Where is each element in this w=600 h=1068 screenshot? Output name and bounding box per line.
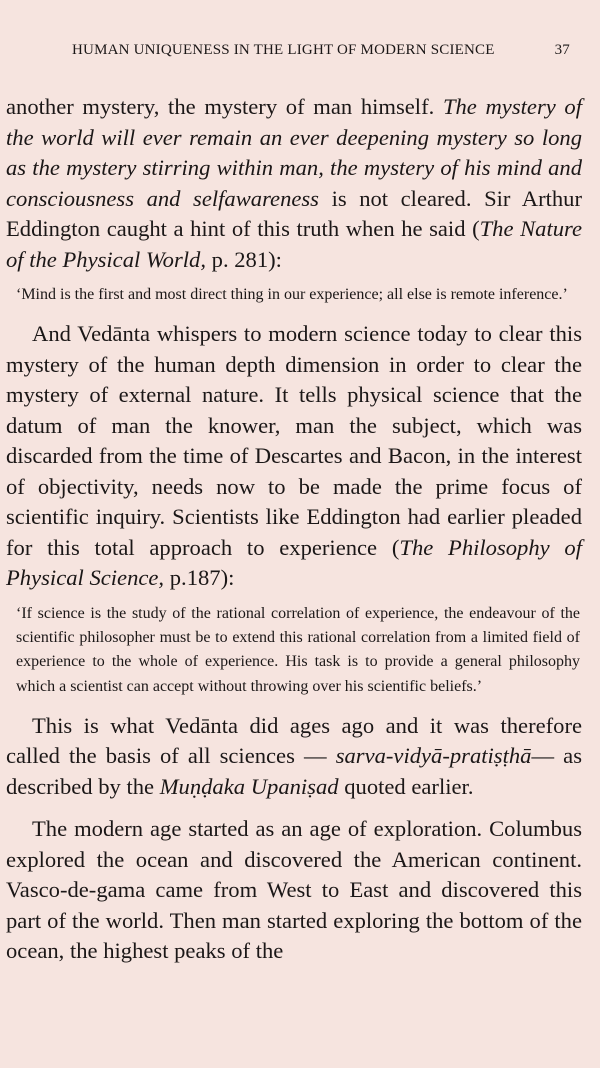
paragraph-3-text-a: This is what Vedānta did ages ago and it was therefore called the basis of all sciences — bbox=[6, 712, 582, 769]
paragraph-1-book-title: The Nature of the Physical World, bbox=[6, 216, 582, 272]
running-title: HUMAN UNIQUENESS IN THE LIGHT OF MODERN SCIENCE bbox=[72, 42, 495, 58]
paragraph-2-citation: p.187): bbox=[169, 565, 235, 591]
paragraph-2 bbox=[6, 319, 582, 594]
paragraph-1 bbox=[6, 92, 582, 275]
paragraph-2-text-a: And Vedānta whispers to modern science today to clear this mystery of the human depth dimension in order to clear the mystery of external nature. It tells physical science that the datum of man the knower, man the subject, which was discarded from the time of Descartes and Bacon, in the interest of objectivity, needs now to be made the prime focus of scientific inquiry. Scientists like Eddington had earlier pleaded for this total approach to experience ( bbox=[6, 321, 582, 560]
block-quote-1: ‘Mind is the first and most direct thing in our experience; all else is remote inference.’ bbox=[16, 286, 568, 303]
paragraph-3-text-e: quoted earlier. bbox=[344, 773, 474, 799]
paragraph-3-sanskrit-term: sarva-vidyā-pratiṣṭhā bbox=[335, 743, 532, 769]
paragraph-1-text-c: is not cleared. Sir Arthur Eddington caught a hint of this truth when he said ( bbox=[6, 185, 582, 241]
block-quote-2: ‘If science is the study of the rational correlation of experience, the endeavour of the scientific philosopher must be to extend this rational correlation from a limited field of experience to the whole of experience. His task is to provide a general philosophy which a scientist can accept without throwing over his scientific beliefs.’ bbox=[16, 604, 580, 695]
paragraph-4: The modern age started as an age of exploration. Columbus explored the ocean and discovered the American continent. Vasco-de-gama came from West to East and discovered this part of the world. Then man started exploring the bottom of the ocean, the highest peaks of the bbox=[6, 816, 582, 964]
paragraph-1-citation: p. 281): bbox=[211, 246, 282, 272]
paragraph-1-italic-passage: The mystery of the world will ever remain an ever deepening mystery so long as the mystery stirring within man, the mystery of his mind and consciousness and selfawareness bbox=[6, 94, 583, 211]
page-body bbox=[6, 92, 582, 967]
paragraph-1-text-a: another mystery, the mystery of man himself. bbox=[6, 94, 435, 119]
paragraph-3-upanisad-title: Muṇḍaka Upaniṣad bbox=[159, 773, 339, 799]
paragraph-3-text-c: — as described by the bbox=[6, 743, 582, 799]
paragraph-3 bbox=[6, 711, 582, 803]
page-number: 37 bbox=[554, 42, 570, 58]
running-head bbox=[6, 42, 580, 64]
paragraph-2-book-title: The Philosophy of Physical Science, bbox=[6, 534, 582, 591]
